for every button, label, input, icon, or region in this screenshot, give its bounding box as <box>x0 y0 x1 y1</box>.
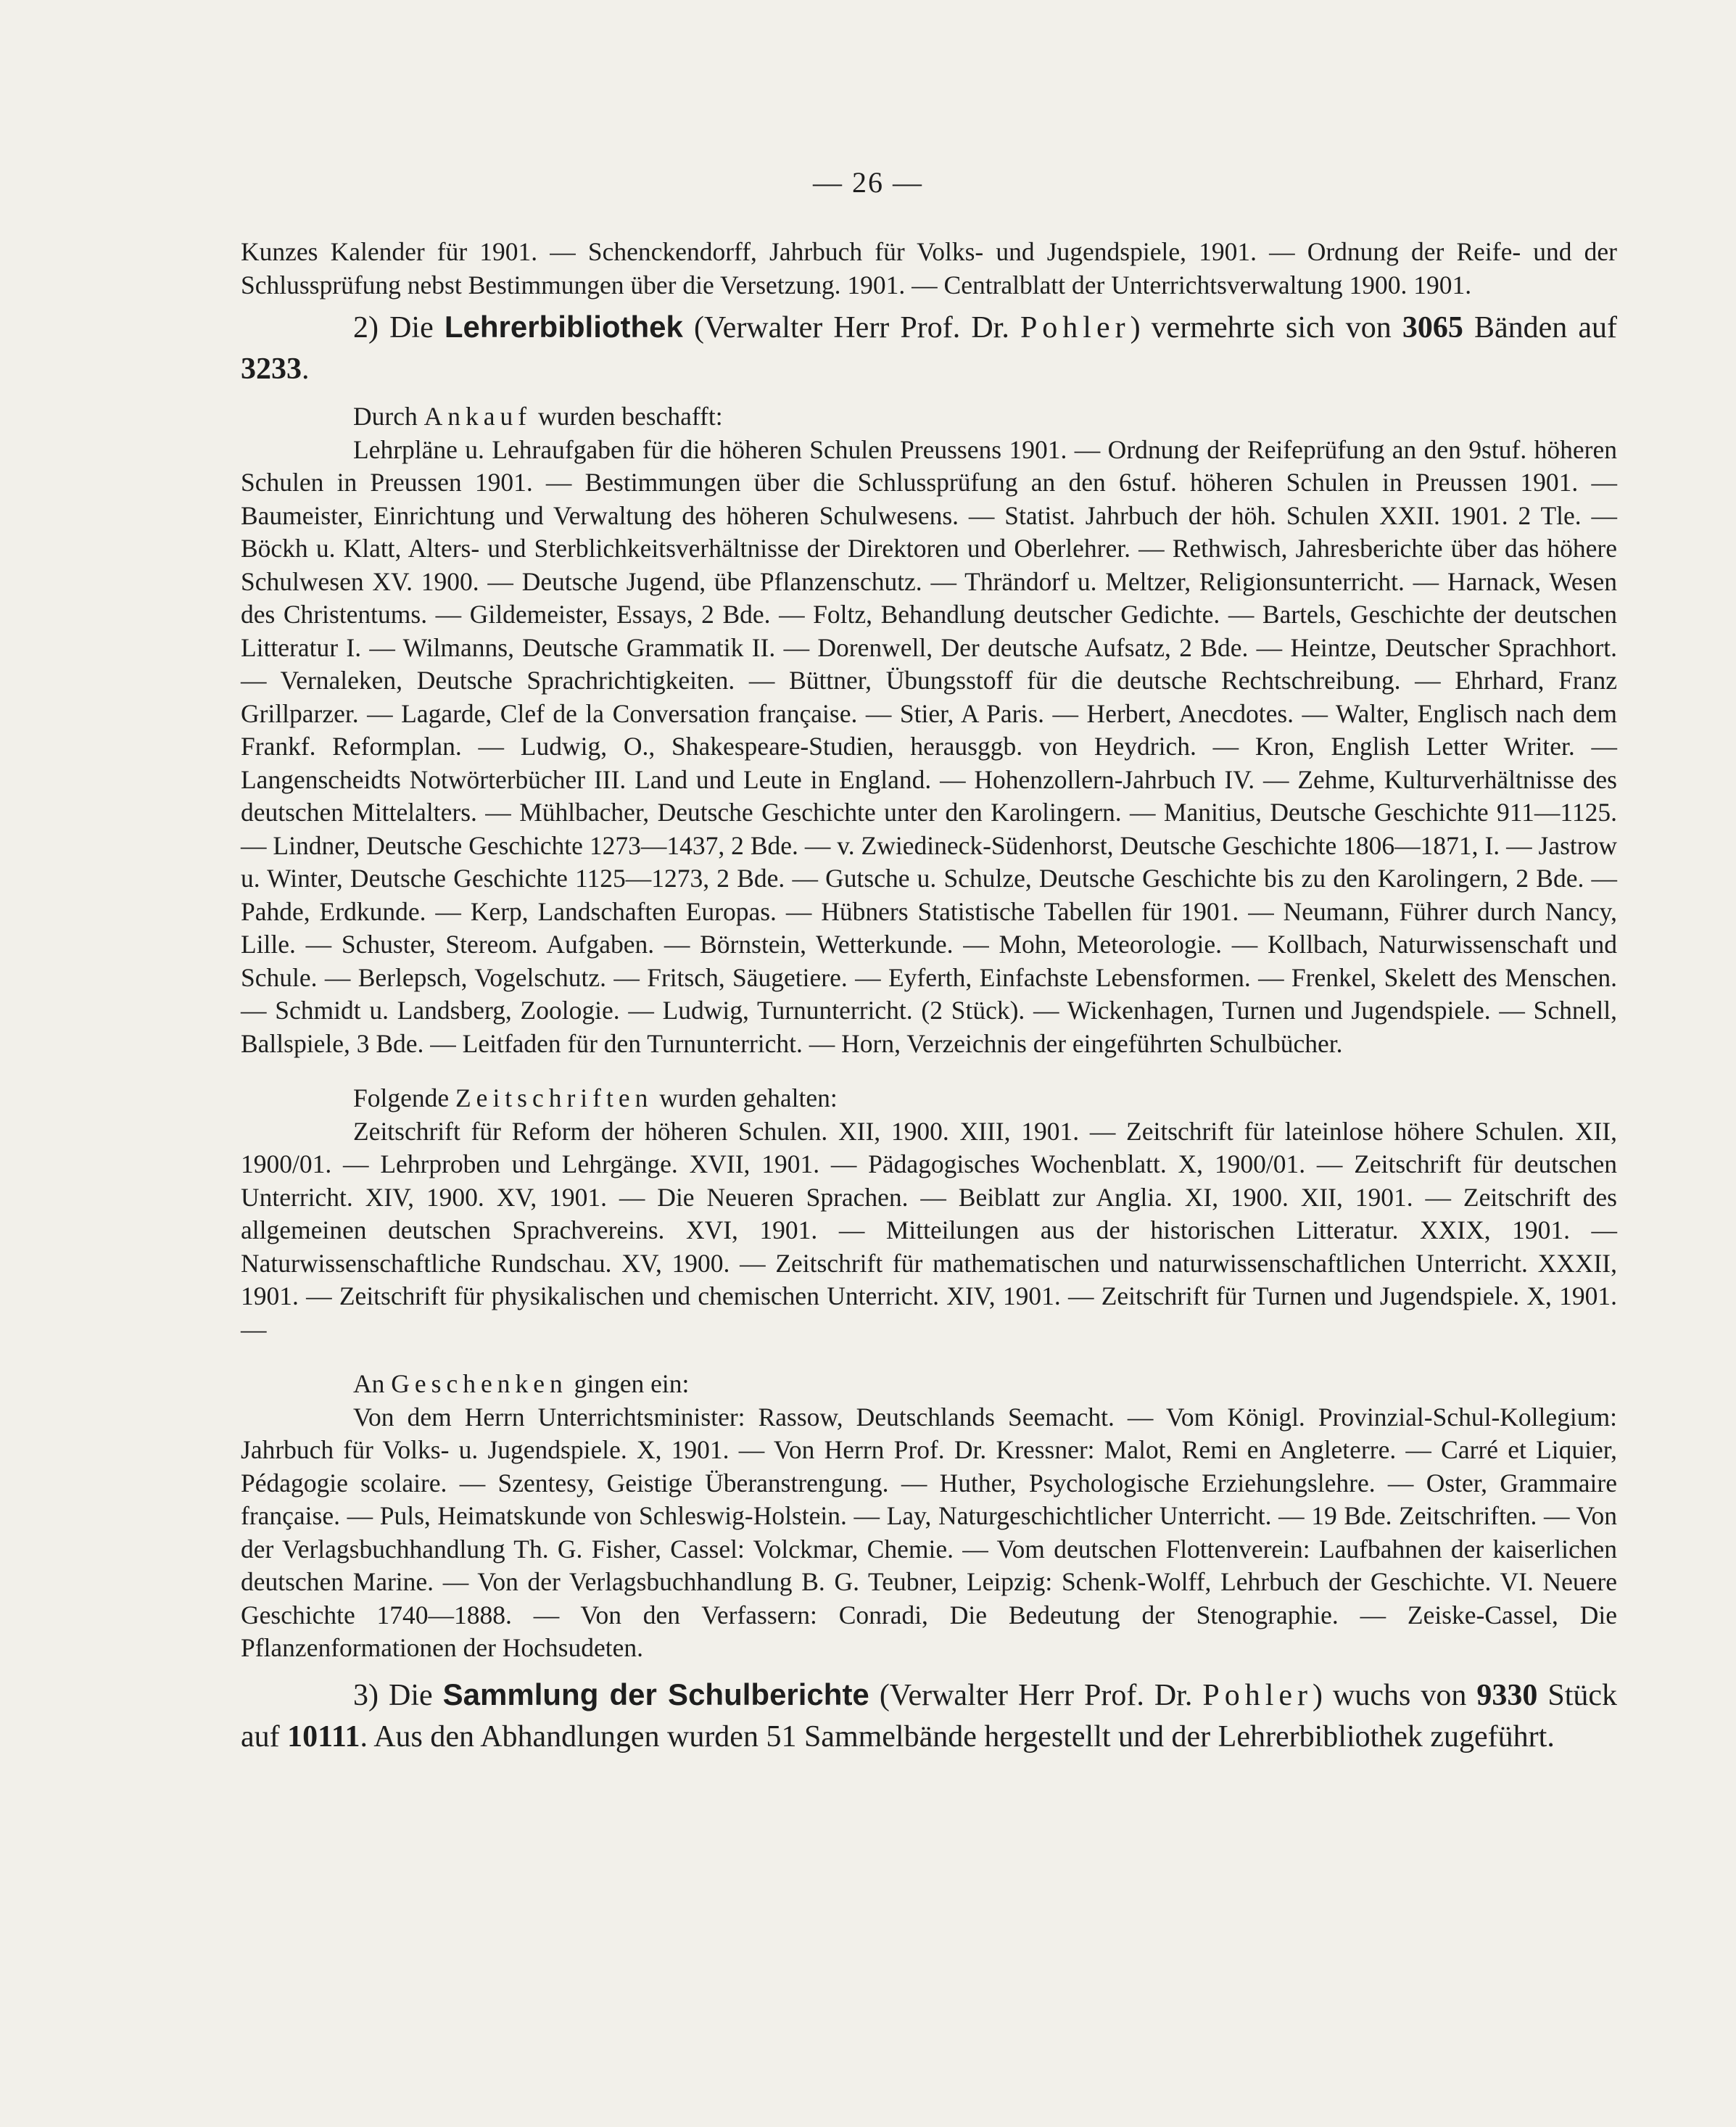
section-2-from-count: 3065 <box>1402 311 1463 344</box>
section-2-middle: (Verwalter Herr Prof. Dr. <box>694 311 1009 344</box>
geschenke-lead-end: gingen ein: <box>574 1369 690 1398</box>
page-number: — 26 — <box>813 166 923 199</box>
section-3-prefix: 3) Die <box>353 1678 433 1712</box>
page-body <box>241 236 1617 1758</box>
zeitschriften-lead-start: Folgende <box>353 1083 450 1112</box>
section-2-after-name: ) vermehrte sich von <box>1130 311 1392 344</box>
section-2-prefix: 2) Die <box>353 311 434 344</box>
section-3-paragraph <box>241 1674 1617 1758</box>
section-3-name: Pohler <box>1202 1678 1313 1712</box>
section-2-title: Lehrerbibliothek <box>444 310 683 344</box>
section-3-to-count: 10111 <box>287 1719 360 1754</box>
section-2-heading <box>241 306 1617 390</box>
ankauf-list: Lehrpläne u. Lehraufgaben für die höheren Schulen Preussens 1901. — Ordnung der Reifeprüfung an den 9stuf. höheren Schulen in Preussen 1901. — Bestimmungen über die Schlussprüfung an den 6stuf. höheren Schulen in Preussen 1901. — Baumeister, Einrichtung und Verwaltung des höheren Schulwesens. — Statist. Jahrbuch der höh. Schulen XXII. 1901. 2 Tle. — Böckh u. Klatt, Alters- und Sterblichkeitsverhältnisse der Direktoren und Oberlehrer. — Rethwisch, Jahresberichte über das höhere Schulwesen XV. 1900. — Deutsche Jugend, übe Pflanzenschutz. — Thrändorf u. Meltzer, Religionsunterricht. — Harnack, Wesen des Christentums. — Gildemeister, Essays, 2 Bde. — Foltz, Behandlung deutscher Gedichte. — Bartels, Geschichte der deutschen Litteratur I. — Wilmanns, Deutsche Grammatik II. — Dorenwell, Der deutsche Aufsatz, 2 Bde. — Heintze, Deutscher Sprachhort. — Vernaleken, Deutsche Sprachrichtigkeiten. — Büttner, Übungsstoff für die deutsche Rechtschreibung. — Ehrhard, Franz Grillparzer. — Lagarde, Clef de la Conversation française. — Stier, A Paris. — Herbert, Anecdotes. — Walter, Englisch nach dem Frankf. Reformplan. — Ludwig, O., Shakespeare-Studien, herausggb. von Heydrich. — Kron, English Letter Writer. — Langenscheidts Notwörterbücher III. Land und Leute in England. — Hohenzollern-Jahrbuch IV. — Zehme, Kulturverhältnisse des deutschen Mittelalters. — Mühlbacher, Deutsche Geschichte unter den Karolingern. — Manitius, Deutsche Geschichte 911—1125. — Lindner, Deutsche Geschichte 1273—1437, 2 Bde. — v. Zwiedineck-Südenhorst, Deutsche Geschichte 1806—1871, I. — Jastrow u. Winter, Deutsche Geschichte 1125—1273, 2 Bde. — Gutsche u. Schulze, Deutsche Geschichte bis zu den Karolingern, 2 Bde. — Pahde, Erdkunde. — Kerp, Landschaften Europas. — Hübners Statistische Tabellen für 1901. — Neumann, Führer durch Nancy, Lille. — Schuster, Stereom. Aufgaben. — Börnstein, Wetterkunde. — Mohn, Meteorologie. — Kollbach, Naturwissenschaft und Schule. — Berlepsch, Vogelschutz. — Fritsch, Säugetiere. — Eyferth, Einfachste Lebensformen. — Frenkel, Skelett des Menschen. — Schmidt u. Landsberg, Zoologie. — Ludwig, Turnunterricht. (2 Stück). — Wickenhagen, Turnen und Jugendspiele. — Schnell, Ballspiele, 3 Bde. — Leitfaden für den Turnunterricht. — Horn, Verzeichnis der eingeführten Schulbücher. <box>241 434 1617 1058</box>
section-3-title: Sammlung der Schulberichte <box>442 1677 869 1711</box>
section-3-after-name: ) wuchs von <box>1313 1678 1467 1712</box>
zeitschriften-lead-spaced: Zeitschriften <box>455 1083 653 1112</box>
ankauf-lead-end: wurden beschafft: <box>537 402 723 431</box>
geschenke-list: Von dem Herrn Unterrichtsminister: Rassow, Deutschlands Seemacht. — Vom Königl. Provinzial-Schul-Kollegium: Jahrbuch für Volks- u. Jugendspiele. X, 1901. — Von Herrn Prof. Dr. Kressner: Malot, Remi en Angleterre. — Carré et Liquier, Pédagogie scolaire. — Szentesy, Geistige Überanstrengung. — Huther, Psychologische Erziehungslehre. — Oster, Grammaire française. — Puls, Heimatskunde von Schleswig-Holstein. — Lay, Naturgeschichtlicher Unterricht. — 19 Bde. Zeitschriften. — Von der Verlagsbuchhandlung Th. G. Fisher, Cassel: Volckmar, Chemie. — Vom deutschen Flottenverein: Laufbahnen der kaiserlichen deutschen Marine. — Von der Verlagsbuchhandlung B. G. Teubner, Leipzig: Schenk-Wolff, Lehrbuch der Geschichte. VI. Neuere Geschichte 1740—1888. — Von den Verfassern: Conradi, Die Bedeutung der Stenographie. — Zeiske-Cassel, Die Pflanzenformationen der Hochsudeten. <box>241 1402 1617 1662</box>
zeitschriften-lead-end: wurden gehalten: <box>659 1083 838 1112</box>
section-3-middle: (Verwalter Herr Prof. Dr. <box>879 1678 1193 1712</box>
geschenke-lead-start: An <box>353 1369 385 1398</box>
section-3-from-count: 9330 <box>1476 1678 1538 1712</box>
section-3-mid-text: Stück auf <box>241 1678 1618 1754</box>
ankauf-lead-spaced: Ankauf <box>423 402 532 431</box>
section-2-mid-text: Bänden auf <box>1474 311 1618 344</box>
zeitschriften-lead <box>241 1082 1617 1115</box>
section-2-to-count: 3233 <box>241 352 302 386</box>
ankauf-lead <box>241 400 1617 434</box>
geschenke-lead <box>241 1368 1617 1401</box>
geschenke-lead-spaced: Geschenken <box>391 1369 568 1398</box>
zeitschriften-list: Zeitschrift für Reform der höheren Schulen. XII, 1900. XIII, 1901. — Zeitschrift für lateinlose höhere Schulen. XII, 1900/01. — Lehrproben und Lehrgänge. XVII, 1901. — Pädagogisches Wochenblatt. X, 1900/01. — Zeitschrift für deutschen Unterricht. XIV, 1900. XV, 1901. — Die Neueren Sprachen. — Beiblatt zur Anglia. XI, 1900. XII, 1901. — Zeitschrift des allgemeinen deutschen Sprachvereins. XVI, 1901. — Mitteilungen aus der historischen Litteratur. XXIX, 1901. — Naturwissenschaftliche Rundschau. XV, 1900. — Zeitschrift für mathematischen und naturwissenschaftlichen Unterricht. XXXII, 1901. — Zeitschrift für physikalischen und chemischen Unterricht. XIV, 1901. — Zeitschrift für Turnen und Jugendspiele. X, 1901. — <box>241 1116 1617 1344</box>
ankauf-lead-start: Durch <box>353 402 418 431</box>
intro-paragraph: Kunzes Kalender für 1901. — Schenckendorff, Jahrbuch für Volks- und Jugendspiele, 1901. — Ordnung der Reife- und der Schlussprüfung nebst Bestimmungen über die Versetzung. 1901. — Centralblatt der Unterrichtsverwaltung 1900. 1901. <box>241 237 1617 300</box>
section-2-name: Pohler <box>1020 311 1131 344</box>
section-2-end: . <box>302 352 310 386</box>
section-3-rest: . Aus den Abhandlungen wurden 51 Sammelbände hergestellt und der Lehrerbibliothek zugeführt. <box>360 1719 1555 1754</box>
